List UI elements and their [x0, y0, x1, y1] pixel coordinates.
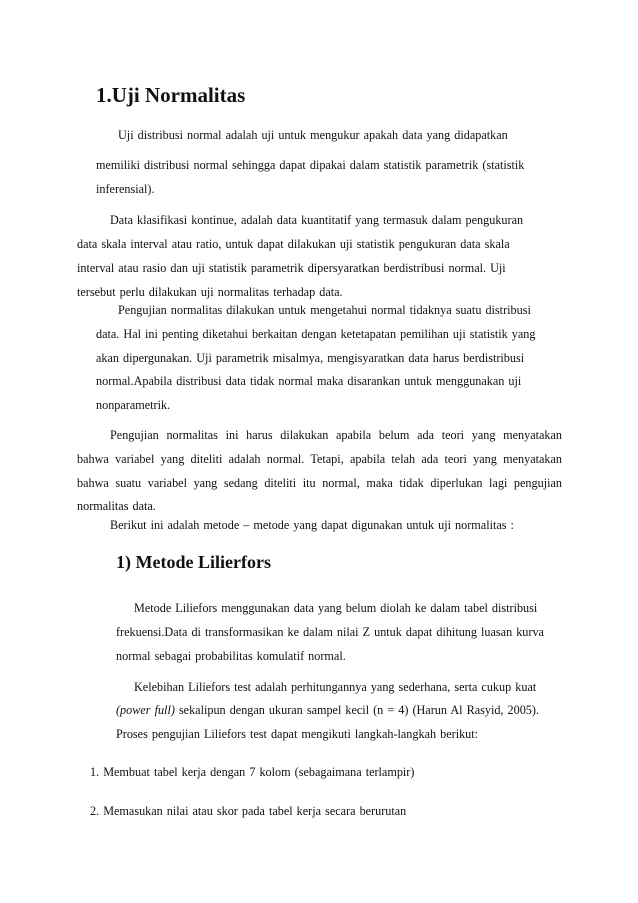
para7-line3: Proses pengujian Liliefors test dapat mengikuti langkah-langkah berikut:: [116, 727, 479, 741]
para4-line1: Pengujian normalitas ini harus dilakukan apabila belum ada teori yang menyatakan: [110, 428, 562, 442]
italic-term: (power full): [116, 703, 175, 717]
para2-line3: interval atau rasio dan uji statistik parametrik dipersyaratkan berdistribusi normal. Uji: [77, 261, 506, 275]
para4-line4: normalitas data.: [77, 499, 156, 513]
para4-line2: bahwa variabel yang diteliti adalah normal. Tetapi, apabila telah ada teori yang menyatakan: [77, 452, 562, 466]
para2-line1: Data klasifikasi kontinue, adalah data kuantitatif yang termasuk dalam pengukuran: [110, 213, 524, 227]
para7-line2-text: sekalipun dengan ukuran sampel kecil (n = 4) (Harun Al Rasyid, 2005).: [174, 703, 539, 717]
para2-line4: tersebut perlu dilakukan uji normalitas terhadap data.: [77, 285, 343, 299]
para5-line1: Berikut ini adalah metode – metode yang dapat digunakan untuk uji normalitas :: [110, 518, 514, 532]
para3-line5: nonparametrik.: [96, 398, 171, 412]
para1-line3: inferensial).: [96, 182, 155, 196]
step-item: 2. Memasukan nilai atau skor pada tabel kerja secara berurutan: [90, 804, 407, 818]
para1-line1: Uji distribusi normal adalah uji untuk mengukur apakah data yang didapatkan: [118, 128, 508, 142]
para3-line4: normal.Apabila distribusi data tidak normal maka disarankan untuk menggunakan uji: [96, 374, 522, 388]
page-title: 1.Uji Normalitas: [96, 83, 246, 107]
para6-line1: Metode Liliefors menggunakan data yang belum diolah ke dalam tabel distribusi: [134, 601, 538, 615]
para3-line2: data. Hal ini penting diketahui berkaitan dengan ketetapatan pemilihan uji statistik yang: [96, 327, 536, 341]
para3-line1: Pengujian normalitas dilakukan untuk mengetahui normal tidaknya suatu distribusi: [118, 303, 531, 317]
section-heading: 1) Metode Lilierfors: [116, 552, 271, 572]
para7-line1: Kelebihan Liliefors test adalah perhitungannya yang sederhana, serta cukup kuat: [134, 680, 537, 694]
para7-line2: [116, 702, 539, 718]
para3-line3: akan dipergunakan. Uji parametrik misalmya, mengisyaratkan data harus berdistribusi: [96, 351, 525, 365]
step-item: 1. Membuat tabel kerja dengan 7 kolom (sebagaimana terlampir): [90, 765, 415, 779]
para4-line3: bahwa suatu variabel yang sedang diteliti itu normal, maka tidak diperlukan lagi pengujian: [77, 476, 562, 490]
para6-line3: normal sebagai probabilitas komulatif normal.: [116, 649, 346, 663]
para2-line2: data skala interval atau ratio, untuk dapat dilakukan uji statistik pengukuran data skala: [77, 237, 510, 251]
para6-line2: frekuensi.Data di transformasikan ke dalam nilai Z untuk dapat dihitung luasan kurva: [116, 625, 544, 639]
para1-line2: memiliki distribusi normal sehingga dapat dipakai dalam statistik parametrik (statistik: [96, 158, 525, 172]
